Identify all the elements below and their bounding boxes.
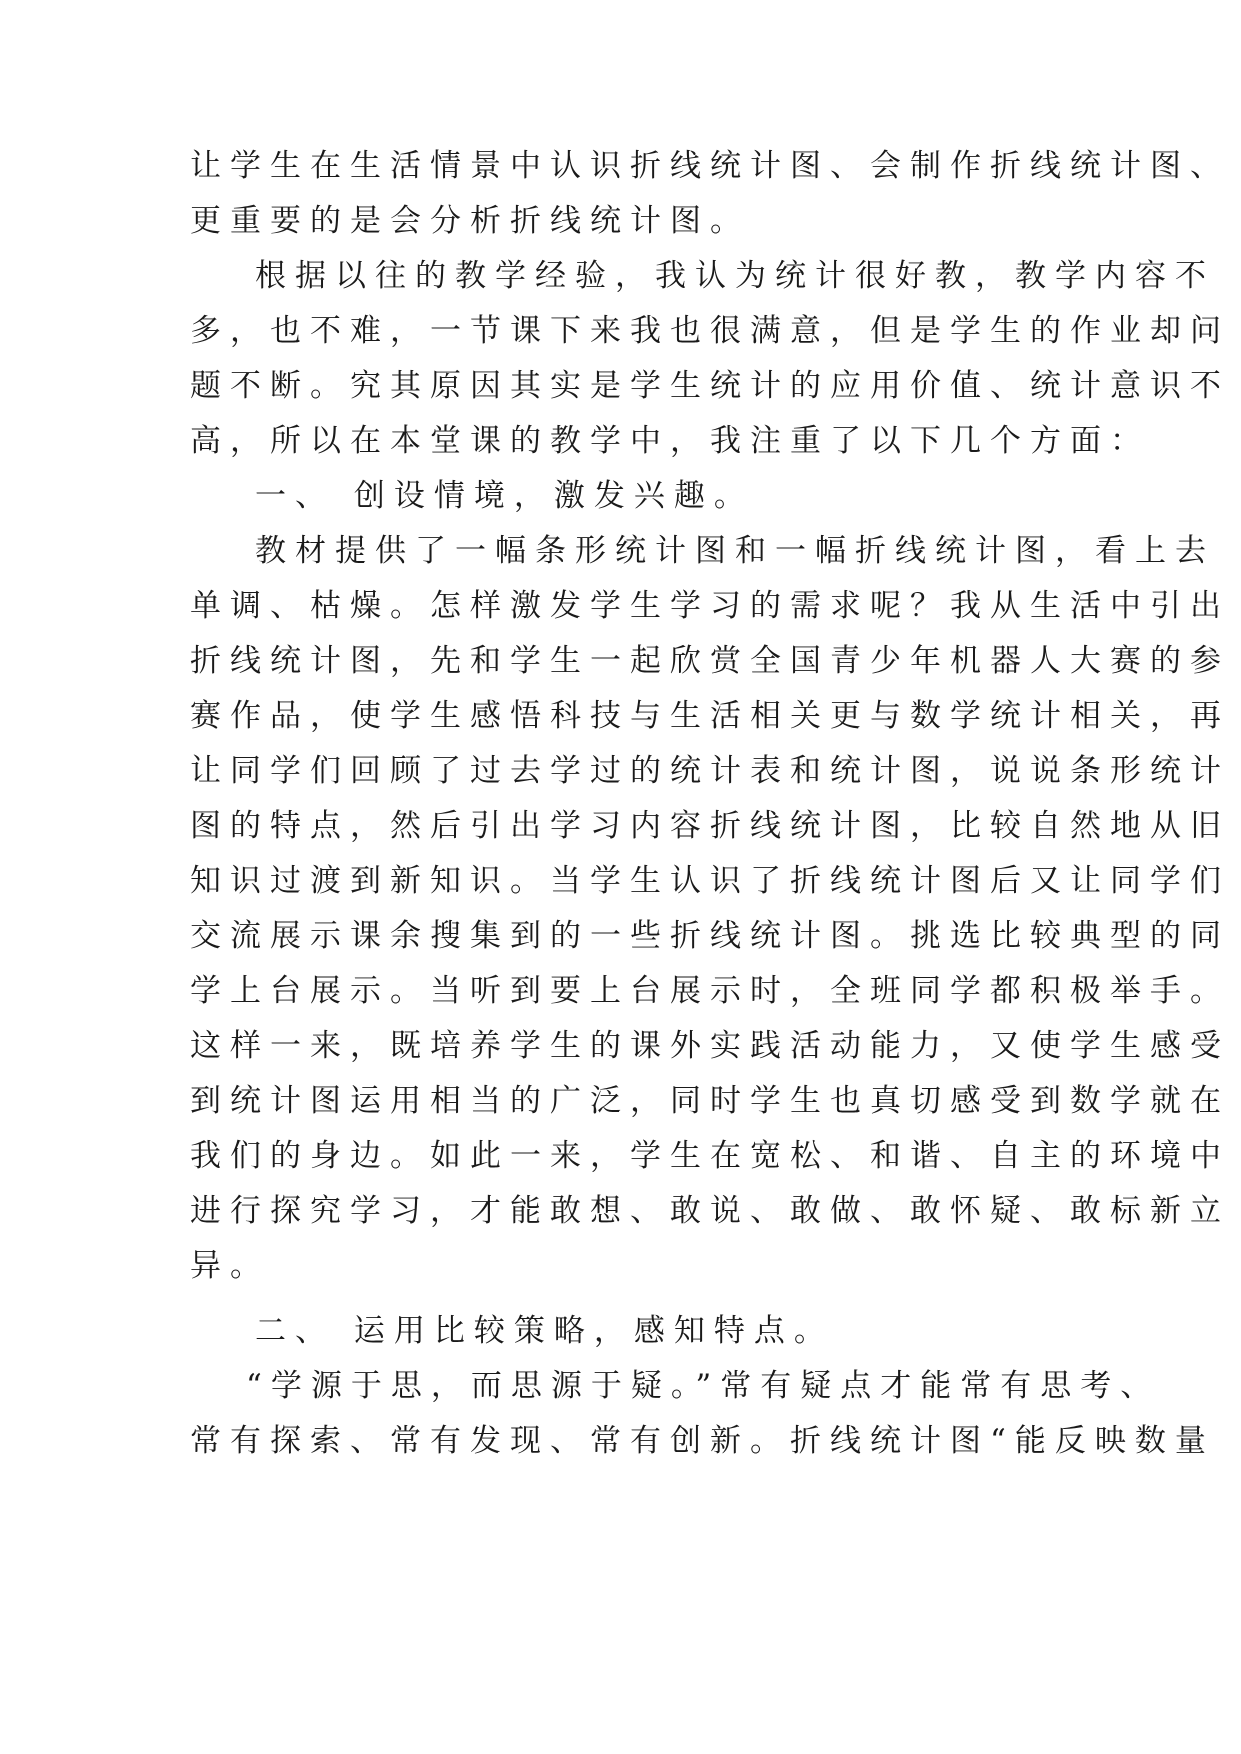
text-line-11: 赛作品，使学生感悟科技与生活相关更与数学统计相关，再: [190, 698, 1230, 734]
text-line-5: 题不断。究其原因其实是学生统计的应用价值、统计意识不: [190, 368, 1230, 404]
text-line-13: 图的特点，然后引出学习内容折线统计图，比较自然地从旧: [190, 808, 1230, 844]
text-line-18: 到统计图运用相当的广泛，同时学生也真切感受到数学就在: [190, 1083, 1230, 1119]
section-heading-1: 一、 创设情境，激发兴趣。: [255, 478, 754, 514]
section-heading-2: 二、 运用比较策略，感知特点。: [255, 1313, 834, 1349]
text-line-6: 高，所以在本堂课的教学中，我注重了以下几个方面：: [190, 423, 1150, 459]
text-line-23: “学源于思，而思源于疑。”常有疑点才能常有思考、: [246, 1368, 1161, 1404]
text-line-10: 折线统计图，先和学生一起欣赏全国青少年机器人大赛的参: [190, 643, 1230, 679]
text-line-8: 教材提供了一幅条形统计图和一幅折线统计图，看上去: [255, 533, 1215, 569]
text-line-17: 这样一来，既培养学生的课外实践活动能力，又使学生感受: [190, 1028, 1230, 1064]
text-line-9: 单调、枯燥。怎样激发学生学习的需求呢？我从生活中引出: [190, 588, 1230, 624]
text-line-16: 学上台展示。当听到要上台展示时，全班同学都积极举手。: [190, 973, 1230, 1009]
text-line-19: 我们的身边。如此一来，学生在宽松、和谐、自主的环境中: [190, 1138, 1230, 1174]
text-line-12: 让同学们回顾了过去学过的统计表和统计图，说说条形统计: [190, 753, 1230, 789]
text-line-4: 多，也不难，一节课下来我也很满意，但是学生的作业却问: [190, 313, 1230, 349]
text-line-2: 更重要的是会分析折线统计图。: [190, 203, 750, 239]
text-line-21: 异。: [190, 1248, 270, 1284]
text-line-24: 常有探索、常有发现、常有创新。折线统计图“能反映数量: [190, 1423, 1215, 1459]
text-line-1: 让学生在生活情景中认识折线统计图、会制作折线统计图、: [190, 148, 1230, 184]
text-line-3: 根据以往的教学经验，我认为统计很好教，教学内容不: [255, 258, 1215, 294]
text-line-20: 进行探究学习，才能敢想、敢说、敢做、敢怀疑、敢标新立: [190, 1193, 1230, 1229]
text-line-15: 交流展示课余搜集到的一些折线统计图。挑选比较典型的同: [190, 918, 1230, 954]
text-line-14: 知识过渡到新知识。当学生认识了折线统计图后又让同学们: [190, 863, 1230, 899]
